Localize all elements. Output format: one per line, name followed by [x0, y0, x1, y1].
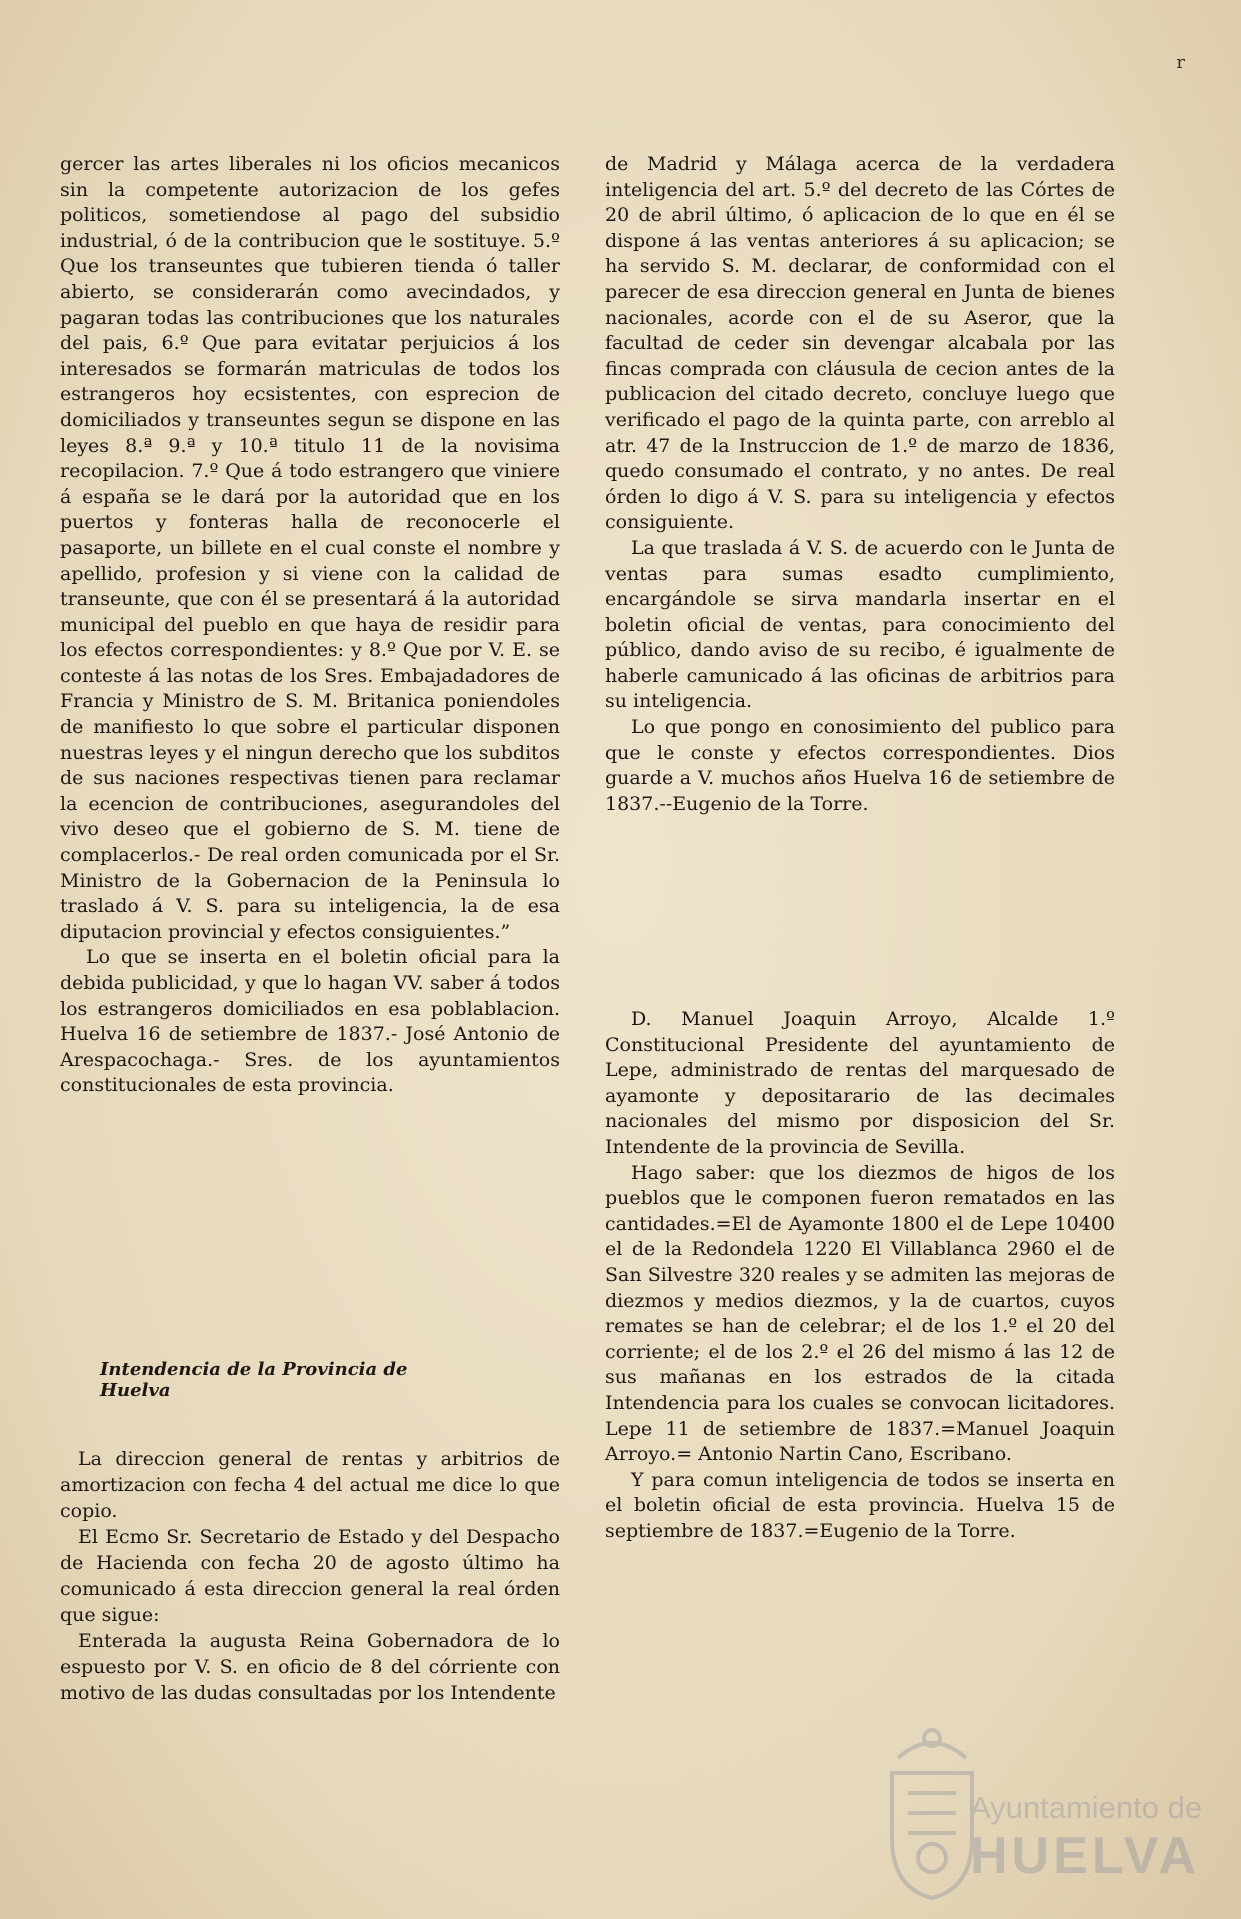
left-column	[60, 152, 560, 1099]
watermark-line2: HUELVA	[970, 1827, 1201, 1885]
left-paragraph-2: Lo que se inserta en el boletin oficial para la debida publicidad, y que lo hagan VV. saber á todos los estrangeros domiciliados en esa poblablacion. Huelva 16 de setiembre de 1837.- José Antonio de Arespacochaga.- Sres. de los ayuntamientos constitucionales de esta provincia.	[60, 946, 560, 1097]
left-lower-paragraph-2: El Ecmo Sr. Secretario de Estado y del Despacho de Hacienda con fecha 20 de agosto último ha comunicado á esta direccion general la real órden que sigue:	[60, 1526, 560, 1626]
left-lower-paragraph-3: Enterada la augusta Reina Gobernadora de lo espuesto por V. S. en oficio de 8 del córriente con motivo de las dudas consultadas por los Intendente	[60, 1630, 560, 1704]
corner-mark: r	[1176, 52, 1185, 73]
right-lower-paragraph-3: Y para comun inteligencia de todos se inserta en el boletin oficial de esta provincia. Huelva 15 de septiembre de 1837.=Eugenio de la Torre.	[605, 1468, 1115, 1542]
left-column-lower	[60, 1446, 560, 1706]
left-paragraph-1: gercer las artes liberales ni los oficios mecanicos sin la competente autorizacion de los gefes politicos, sometiendose al pago del subsidio industrial, ó de la contribucion que le sostituye. 5.º Que los transeuntes que tubieren tienda ó taller abierto, se considerarán como avecindados, y pagaran todas las contribuciones que los naturales del pais, 6.º Que para evitatar perjuicios á los interesados se formarán matriculas de todos los estrangeros hoy ecsistentes, con esprecion de domiciliados y transeuntes segun se dispone en las leyes 8.ª 9.ª y 10.ª titulo 11 de la novisima recopilacion. 7.º Que á todo estrangero que viniere á españa se le dará por la autoridad que en los puertos y fonteras halla de reconocerle el pasaporte, un billete en el cual conste el nombre y apellido, profesion y si viene con la calidad de transeunte, que con él se presentará á la autoridad municipal del pueblo en que haya de residir para los efectos correspondientes: y 8.º Que por V. E. se conteste á las notas de los Sres. Embajadadores de Francia y Ministro de S. M. Britanica poniendoles de manifiesto lo que sobre el particular disponen nuestras leyes y el ningun derecho que los subditos de sus naciones respectivas tienen para reclamar la ecencion de contribuciones, asegurandoles del vivo deseo que el gobierno de S. M. tiene de complacerlos.- De real orden comunicada por el Sr. Ministro de la Gobernacion de la Peninsula lo traslado á V. S. para su inteligencia, la de esa diputacion provincial y efectos consiguientes.”	[60, 153, 560, 943]
right-lower-paragraph-1: D. Manuel Joaquin Arroyo, Alcalde 1.º Constitucional Presidente del ayuntamiento de Lepe, administrado de rentas del marquesado de ayamonte y depositarario de las decimales nacionales del mismo por disposicion del Sr. Intendente de la provincia de Sevilla.	[605, 1008, 1115, 1158]
right-column	[605, 152, 1115, 817]
right-paragraph-3: Lo que pongo en conosimiento del publico para que le conste y efectos correspondientes. Dios guarde a V. muchos años Huelva 16 de setiembre de 1837.--Eugenio de la Torre.	[605, 716, 1115, 815]
section-heading-intendencia: Intendencia de la Provincia de Huelva	[100, 1359, 408, 1401]
right-lower-paragraph-2: Hago saber: que los diezmos de higos de los pueblos que le componen fueron rematados en las cantidades.=El de Ayamonte 1800 el de Lepe 10400 el de la Redondela 1220 El Villablanca 2960 el de San Silvestre 320 reales y se admiten las mejoras de diezmos y medios diezmos, y la de cuartos, cuyos remates se han de celebrar; el de los 1.º el 20 del corriente; el de los 2.º el 26 del mismo á las 12 de sus mañanas en los estrados de la citada Intendencia para los cuales se convocan licitadores. Lepe 11 de setiembre de 1837.=Manuel Joaquin Arroyo.= Antonio Nartin Cano, Escribano.	[605, 1161, 1115, 1466]
ayuntamiento-watermark	[878, 1718, 1218, 1908]
right-column-lower	[605, 1007, 1115, 1544]
watermark-line1: Ayuntamiento de	[970, 1790, 1203, 1825]
right-paragraph-2: La que traslada á V. S. de acuerdo con le Junta de ventas para sumas esadto cumplimiento, encargándole se sirva mandarla insertar en el boletin oficial de ventas, para conocimiento del público, dando aviso de su recibo, é igualmente de haberle camunicado á las oficinas de arbitrios para su inteligencia.	[605, 536, 1115, 713]
right-paragraph-1: de Madrid y Málaga acerca de la verdadera inteligencia del art. 5.º del decreto de las Córtes de 20 de abril último, ó aplicacion de lo que en él se dispone á las ventas anteriores á su aplicacion; se ha servido S. M. declarar, de conformidad con el parecer de esa direccion general en Junta de bienes nacionales, acorde con el de su Aseror, que la facultad de ceder sin devengar alcabala por las fincas comprada con cláusula de cecion antes de la publicacion del citado decreto, concluye luego que verificado el pago de la quinta parte, con arreblo al atr. 47 de la Instruccion de 1.º de marzo de 1836, quedo consumado el contrato, y no antes. De real órden lo digo á V. S. para su inteligencia y efectos consiguiente.	[605, 153, 1115, 534]
left-lower-paragraph-1: La direccion general de rentas y arbitrios de amortizacion con fecha 4 del actual me dice lo que copio.	[60, 1448, 560, 1522]
